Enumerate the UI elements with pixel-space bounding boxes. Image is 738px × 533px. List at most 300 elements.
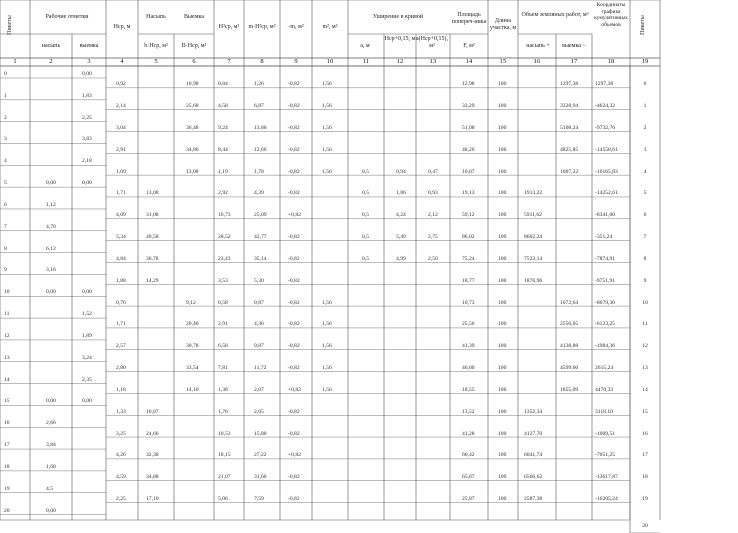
aah-value: 2,12	[428, 212, 438, 219]
fill-mark: 0,00	[46, 507, 56, 514]
cut-volume: 1007,22	[560, 168, 579, 175]
picket-number-right: 8	[643, 255, 647, 262]
fill-volume: 7523,14	[524, 255, 543, 262]
header-cut: выемка	[79, 43, 99, 49]
m-value: -0,82	[288, 168, 300, 175]
mh2-value: 1,26	[254, 81, 264, 88]
picket-number-right: 3	[643, 146, 647, 153]
area-value: 25,56	[462, 321, 475, 328]
header-m2: m², м²	[322, 24, 338, 30]
header-pickets-left: Пикеты	[7, 15, 13, 35]
m-value: -0,82	[288, 103, 300, 110]
h2-value: 18,15	[218, 452, 231, 459]
m-value: -0,82	[288, 234, 300, 241]
m2-value: 1,56	[322, 343, 332, 350]
bh-value: 24,66	[146, 430, 159, 437]
cut-volume: 3328,94	[560, 103, 579, 110]
area-value: 48,26	[462, 146, 475, 153]
ah-value: 0,94	[396, 168, 406, 175]
mh2-value: 2,07	[254, 386, 264, 393]
header-fill-top: Насыпь	[146, 14, 166, 20]
picket-number-right: 5	[643, 190, 647, 197]
ah-value: 4,99	[396, 255, 406, 262]
picket-number: 16	[4, 420, 10, 427]
h2-value: 7,81	[218, 365, 228, 372]
Bh-value: 13,08	[186, 168, 199, 175]
h2-value: 28,52	[218, 234, 231, 241]
picket-number: 13	[4, 354, 10, 361]
hsr-value: 2,80	[116, 365, 126, 372]
picket-number: 2	[4, 114, 7, 121]
hsr-value: 2,57	[116, 343, 126, 350]
m-value: -0,82	[288, 321, 300, 328]
picket-number-right: 17	[642, 452, 648, 459]
column-number: 15	[499, 58, 507, 65]
bh-value: 32,38	[146, 452, 159, 459]
hsr-value: 1,88	[116, 277, 126, 284]
m-value: -0,82	[288, 190, 300, 197]
picket-number-right: 0	[643, 81, 647, 88]
cumulative-coord: -14252,61	[595, 190, 618, 197]
m2-value: 1,56	[322, 386, 332, 393]
cumulative-coord: -16165,83	[595, 168, 618, 175]
length-value: 100	[498, 255, 507, 262]
h2-value: 10,53	[218, 430, 231, 437]
m-value: -0,82	[288, 277, 300, 284]
picket-number: 6	[4, 201, 7, 208]
h2-value: 3,53	[218, 277, 228, 284]
area-value: 65,67	[462, 474, 475, 481]
Bh-value: 33,54	[186, 365, 199, 372]
bh-value: 40,58	[146, 234, 159, 241]
header-m: -m, м²	[288, 24, 304, 30]
header-coords: Координаты графика кумулятивных объемов	[594, 2, 628, 28]
ah-value: 4,24	[396, 212, 406, 219]
h2-value: 8,44	[218, 146, 228, 153]
m2-value: 1,56	[322, 146, 332, 153]
area-value: 12,98	[462, 81, 475, 88]
column-number: 9	[294, 58, 298, 65]
m2-value: 1,56	[322, 168, 332, 175]
cut-volume: 5108,24	[560, 124, 579, 131]
length-value: 100	[498, 452, 507, 459]
fill-volume: 2587,38	[524, 495, 543, 502]
fill-mark: 4,5	[46, 485, 53, 492]
length-value: 100	[498, 321, 507, 328]
mh2-value: 6,87	[254, 103, 264, 110]
m2-value: 1,56	[322, 124, 332, 131]
cumulative-coord: -6123,25	[595, 321, 616, 328]
cut-mark: 2,18	[82, 158, 92, 165]
m2-value: 1,56	[322, 299, 332, 306]
header-minus: выемка −	[562, 43, 586, 49]
picket-number: 10	[4, 289, 10, 296]
picket-number-right: 7	[643, 234, 647, 241]
column-number: 11	[362, 58, 370, 65]
picket-number-right: 11	[642, 321, 648, 328]
length-value: 100	[498, 124, 507, 131]
m-value: -0,82	[288, 408, 300, 415]
length-value: 100	[498, 386, 507, 393]
m-value: -0,82	[288, 146, 300, 153]
header-plus: насыпь +	[526, 43, 550, 49]
Bh-value: 34,86	[186, 146, 199, 153]
column-number: 4	[120, 58, 124, 65]
picket-number: 17	[4, 442, 10, 449]
fill-mark: 6,12	[46, 245, 56, 252]
mh2-value: 42,77	[254, 234, 267, 241]
header-area-top: Площадь попереч-ника	[451, 12, 487, 25]
cumulative-coord: -16205,24	[595, 495, 618, 502]
column-number: 10	[326, 58, 334, 65]
mh2-value: 0,87	[254, 299, 264, 306]
cut-mark: 0,00	[82, 398, 92, 405]
column-number: 2	[49, 58, 53, 65]
cumulative-coord: 3118,10	[595, 408, 613, 415]
column-number: 8	[260, 58, 264, 65]
header-Bh: B·Hср, м²	[181, 43, 207, 49]
m-value: -0,82	[288, 81, 300, 88]
picket-number: 20	[4, 507, 10, 514]
fill-volume: 1913,22	[524, 190, 543, 197]
h2-value: 9,24	[218, 124, 228, 131]
header-h2: H²ср, м²	[218, 24, 240, 30]
bh-value: 31,08	[146, 212, 159, 219]
picket-number-right: 18	[642, 474, 648, 481]
header-length: Длина участка, м	[489, 18, 517, 31]
header-F: F, м²	[463, 43, 475, 49]
Bh-value: 10,98	[186, 81, 199, 88]
cut-volume: 1297,38	[560, 81, 579, 88]
cut-volume: 4138,88	[560, 343, 579, 350]
column-number: 14	[465, 58, 473, 65]
column-number: 3	[87, 58, 91, 65]
fill-mark: 1,12	[46, 201, 56, 208]
cut-mark: 2,35	[82, 376, 92, 383]
cut-mark: 2,25	[82, 114, 92, 121]
area-value: 10,73	[462, 299, 475, 306]
cumulative-coord: -1009,51	[595, 430, 616, 437]
cumulative-coord: -9751,91	[595, 277, 616, 284]
mh2-value: 27,22	[254, 452, 267, 459]
fill-mark: 0,00	[46, 398, 56, 405]
length-value: 100	[498, 277, 507, 284]
a-value: 0,5	[362, 255, 369, 262]
fill-volume: 6041,74	[524, 452, 543, 459]
picket-number: 7	[4, 223, 7, 230]
cumulative-coord: -1984,36	[595, 343, 616, 350]
h2-value: 0,84	[218, 81, 228, 88]
area-value: 41,28	[462, 430, 475, 437]
Bh-value: 14,10	[186, 386, 199, 393]
bh-value: 34,88	[146, 474, 159, 481]
hsr-value: 4,84	[116, 255, 126, 262]
fill-volume: 4127,70	[524, 430, 543, 437]
area-value: 18,77	[462, 277, 475, 284]
cumulative-coord: 2615,24	[595, 365, 614, 372]
length-value: 100	[498, 343, 507, 350]
picket-number-right: 14	[642, 386, 648, 393]
mh2-value: 13,86	[254, 124, 267, 131]
area-value: 86,02	[462, 234, 475, 241]
length-value: 100	[498, 190, 507, 197]
area-value: 10,07	[462, 168, 475, 175]
picket-number-right: 10	[642, 299, 648, 306]
m-value: -0,82	[288, 365, 300, 372]
header-ah015: a(Hср+0,15), м²	[416, 36, 449, 49]
m-value: -0,82	[288, 343, 300, 350]
length-value: 100	[498, 103, 507, 110]
mh2-value: 35,14	[254, 255, 267, 262]
cumulative-coord: -8679,30	[595, 299, 616, 306]
area-value: 13,52	[462, 408, 475, 415]
fill-mark: 0,00	[46, 289, 56, 296]
picket-number: 8	[4, 245, 7, 252]
hsr-value: 1,33	[116, 408, 126, 415]
column-number: 12	[396, 58, 404, 65]
hsr-value: 4,26	[116, 452, 126, 459]
column-number: 7	[227, 58, 231, 65]
hsr-value: 3,25	[116, 430, 126, 437]
bh-value: 14,29	[146, 277, 159, 284]
bh-value: 17,10	[146, 495, 159, 502]
Bh-value: 36,48	[186, 124, 199, 131]
cumulative-coord: -7874,91	[595, 255, 616, 262]
m-value: -0,82	[288, 255, 300, 262]
hsr-value: 3,04	[116, 124, 126, 131]
area-value: 51,08	[462, 124, 475, 131]
mh2-value: 25,09	[254, 212, 267, 219]
hsr-value: 2,91	[116, 146, 126, 153]
cut-mark: 1,83	[82, 92, 92, 99]
picket-number: 3	[4, 136, 7, 143]
length-value: 100	[498, 299, 507, 306]
length-value: 100	[498, 365, 507, 372]
picket-number-right: 2	[643, 124, 647, 131]
picket-number: 1	[4, 92, 7, 99]
header-h015: Hср+0,15, м	[384, 36, 416, 42]
length-value: 100	[498, 168, 507, 175]
aah-value: 2,50	[428, 255, 438, 262]
picket-number: 11	[4, 311, 10, 318]
ah-value: 1,86	[396, 190, 406, 197]
area-value: 19,13	[462, 190, 475, 197]
picket-number: 12	[4, 332, 10, 339]
cut-volume: 4599,60	[560, 365, 579, 372]
m-value: -0,82	[288, 124, 300, 131]
picket-number-right: 9	[643, 277, 647, 284]
h2-value: 2,91	[218, 321, 228, 328]
cumulative-coord: -351,24	[595, 234, 613, 241]
mh2-value: 11,72	[254, 365, 267, 372]
m-value: -0,82	[288, 430, 300, 437]
hsr-value: 2,25	[116, 495, 126, 502]
m-value: +0,82	[288, 386, 301, 393]
area-value: 59,12	[462, 212, 475, 219]
picket-number: 5	[4, 180, 7, 187]
header-bh: b·Hср, м²	[144, 43, 168, 49]
picket-number: 4	[4, 158, 7, 165]
hsr-value: 2,14	[116, 103, 126, 110]
h2-value: 1,38	[218, 386, 228, 393]
bh-value: 13,08	[146, 190, 159, 197]
a-value: 0,5	[362, 190, 369, 197]
aah-value: 0,47	[428, 168, 438, 175]
h2-value: 0,58	[218, 299, 228, 306]
cumulative-coord: -13617,87	[595, 474, 618, 481]
length-value: 100	[498, 146, 507, 153]
fill-mark: 1,68	[46, 463, 56, 470]
header-a: a, м	[360, 43, 370, 49]
picket-number: 19	[4, 485, 10, 492]
hsr-value: 4,59	[116, 474, 126, 481]
picket-number-right: 15	[642, 408, 648, 415]
m2-value: 1,56	[322, 365, 332, 372]
cut-mark: 0,00	[82, 71, 92, 77]
cut-mark: 0,00	[82, 180, 92, 187]
mh2-value: 1,78	[254, 168, 264, 175]
h2-value: 1,19	[218, 168, 228, 175]
cumulative-coord: 1297,38	[595, 81, 614, 88]
cumulative-coord: -14558,61	[595, 146, 618, 153]
header-pickets-right: Пикеты	[640, 15, 646, 35]
hsr-value: 1,71	[116, 321, 126, 328]
column-number: 1	[13, 58, 17, 65]
fill-volume: 1352,34	[524, 408, 543, 415]
bh-value: 36,78	[146, 255, 159, 262]
fill-mark: 0,00	[46, 180, 56, 187]
hsr-value: 4,09	[116, 212, 126, 219]
a-value: 0,5	[362, 168, 369, 175]
m-value: +0,82	[288, 452, 301, 459]
cumulative-coord: -8341,00	[595, 212, 616, 219]
mh2-value: 4,39	[254, 190, 264, 197]
area-value: 60,42	[462, 452, 475, 459]
hsr-value: 1,09	[116, 168, 126, 175]
column-number: 17	[570, 58, 578, 65]
header-fill: насыпь	[41, 43, 61, 49]
length-value: 100	[498, 234, 507, 241]
fill-volume: 5911,62	[524, 212, 542, 219]
picket-number-right: 1	[643, 103, 647, 110]
cumulative-coord: 4470,33	[595, 386, 614, 393]
h2-value: 21,07	[218, 474, 231, 481]
cumulative-coord: -7051,25	[595, 452, 616, 459]
column-number: 6	[192, 58, 196, 65]
cut-mark: 1,52	[82, 311, 92, 318]
a-value: 0,5	[362, 212, 369, 219]
m-value: +0,82	[288, 212, 301, 219]
mh2-value: 7,59	[254, 495, 264, 502]
area-value: 33,29	[462, 103, 475, 110]
mh2-value: 2,65	[254, 408, 264, 415]
picket-number-right: 12	[642, 343, 648, 350]
fill-volume: 6566,62	[524, 474, 543, 481]
h2-value: 2,92	[218, 190, 228, 197]
hsr-value: 0,76	[116, 299, 126, 306]
picket-number: 15	[4, 398, 10, 405]
length-value: 100	[498, 430, 507, 437]
area-value: 41,39	[462, 343, 475, 350]
cut-mark: 1,89	[82, 332, 92, 339]
picket-number-right: 19	[642, 495, 648, 502]
length-value: 100	[498, 81, 507, 88]
bh-value: 10,07	[146, 408, 159, 415]
hsr-value: 1,18	[116, 386, 126, 393]
mh2-value: 5,30	[254, 277, 264, 284]
area-value: 18,55	[462, 386, 475, 393]
fill-volume: 1876,96	[524, 277, 543, 284]
mh2-value: 15,80	[254, 430, 267, 437]
picket-number-right: 4	[643, 168, 647, 175]
area-value: 75,24	[462, 255, 475, 262]
picket-number-right: 13	[642, 365, 648, 372]
mh2-value: 31,60	[254, 474, 267, 481]
fill-volume: 8602,24	[524, 234, 543, 241]
header-volume: Объем земляных работ, м³	[521, 12, 589, 18]
cumulative-coord: -4624,32	[595, 103, 616, 110]
Bh-value: 30,78	[186, 343, 199, 350]
length-value: 100	[498, 212, 507, 219]
ah-value: 5,49	[396, 234, 406, 241]
fill-mark: 3,84	[46, 442, 56, 449]
cut-volume: 2556,05	[560, 321, 579, 328]
aah-value: 2,75	[428, 234, 438, 241]
header-cut-top: Выемка	[184, 14, 204, 20]
picket-number-right: 6	[643, 212, 647, 219]
cut-mark: 3,83	[82, 136, 92, 143]
m2-value: 1,56	[322, 321, 332, 328]
m2-value: 1,56	[322, 103, 332, 110]
h2-value: 23,43	[218, 255, 231, 262]
cut-volume: 4825,85	[560, 146, 579, 153]
Bh-value: 25,68	[186, 103, 199, 110]
cut-volume: 1855,09	[560, 386, 579, 393]
cumulative-coord: -9732,76	[595, 124, 616, 131]
cut-volume: 1072,64	[560, 299, 579, 306]
picket-number-right-last: 20	[642, 523, 648, 529]
Bh-value: 9,12	[186, 299, 196, 306]
m2-value: 1,56	[322, 81, 332, 88]
mh2-value: 12,66	[254, 146, 267, 153]
length-value: 100	[498, 474, 507, 481]
column-number: 13	[429, 58, 437, 65]
fill-mark: 4,70	[46, 223, 56, 230]
mh2-value: 4,36	[254, 321, 264, 328]
area-value: 25,87	[462, 495, 475, 502]
m-value: -0,82	[288, 474, 300, 481]
h2-value: 1,76	[218, 408, 228, 415]
hsr-value: 5,34	[116, 234, 126, 241]
header-hsr: Hср, м	[113, 24, 131, 30]
m-value: -0,82	[288, 495, 300, 502]
length-value: 100	[498, 495, 507, 502]
column-number: 18	[607, 58, 615, 65]
aah-value: 0,93	[428, 190, 438, 197]
area-value: 46,00	[462, 365, 475, 372]
fill-mark: 3,16	[46, 267, 56, 274]
column-number: 16	[533, 58, 541, 65]
hsr-value: 1,71	[116, 190, 126, 197]
h2-value: 16,73	[218, 212, 231, 219]
header-working-marks: Рабочие отметки	[45, 14, 89, 20]
h2-value: 5,06	[218, 495, 228, 502]
column-number: 19	[641, 58, 649, 65]
header-mh2: m·H²ср, м²	[248, 24, 276, 30]
cut-mark: 3,24	[82, 354, 92, 361]
mh2-value: 9,87	[254, 343, 264, 350]
picket-number: 18	[4, 463, 10, 470]
